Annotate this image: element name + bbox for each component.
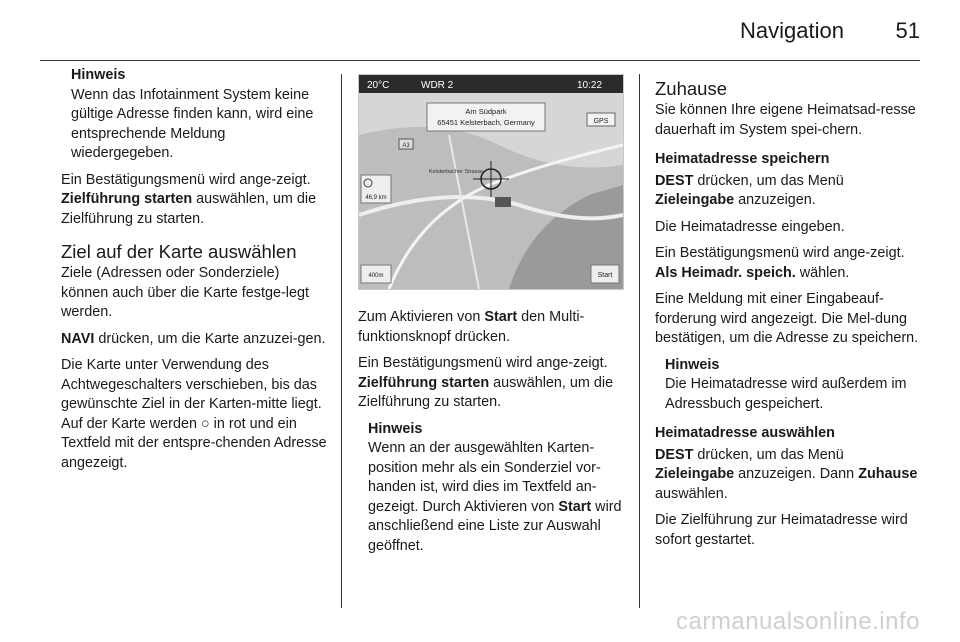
text: auswählen, um die Zielführung zu starten. (61, 191, 317, 227)
road-label: A3 (402, 143, 410, 149)
column-1 (61, 66, 327, 480)
text: drücken, um das Menü (693, 446, 844, 463)
bold-term: NAVI (61, 330, 95, 347)
note-text: Wenn das Infotainment System keine gültige Adresse finden kann, wird eine entsprechende Meldung wiedergegeben. (71, 86, 314, 161)
note-box (358, 420, 626, 557)
map-graphic (359, 75, 623, 289)
paragraph: Die Heimatadresse eingeben. (655, 218, 845, 235)
paragraph (61, 330, 327, 350)
bold-term: DEST (655, 446, 694, 463)
text: anzuzeigen. Dann (734, 466, 859, 482)
text: anzuzeigen. (734, 192, 816, 208)
bold-term: Start (558, 498, 592, 515)
note-box (61, 66, 327, 164)
map-station: WDR 2 (421, 80, 454, 91)
paragraph: Die Karte unter Verwendung des Achtwegeschalters verschieben, bis das gewünschte Ziel in der Karten-mitte liegt. Auf der Karte werden ○ in rot und ein Textfeld mit der entspre-chenden Adresse angezeigt. (61, 357, 327, 471)
text: auswählen, um die Zielführung zu starten. (358, 374, 614, 410)
paragraph (61, 171, 327, 230)
subsection-heading: Heimatadresse auswählen (655, 425, 835, 441)
column-divider-1 (341, 74, 342, 608)
paragraph: Ziele (Adressen oder Sonderziele) können auch über die Karte festge-legt werden. (61, 265, 310, 320)
bold-term: Zieleingabe (655, 192, 735, 208)
map-screenshot (358, 74, 624, 290)
text: den Multi-funktionsknopf drücken. (358, 309, 585, 345)
map-time: 10:22 (577, 80, 603, 91)
text: Zum Aktivieren von (358, 309, 485, 325)
note-title: Hinweis (665, 356, 720, 373)
subsection-heading: Heimatadresse speichern (655, 151, 830, 167)
paragraph (655, 446, 923, 505)
text: Ein Bestätigungsmenü wird ange-zeigt. (655, 245, 905, 261)
page-header (0, 0, 960, 62)
note-title: Hinweis (71, 67, 126, 83)
paragraph: Eine Meldung mit einer Eingabeauf-forderung wird angezeigt. Die Mel-dung bestätigen, um die Adresse zu speichern. (655, 291, 919, 346)
column-3 (655, 60, 923, 557)
text: Ein Bestätigungsmenü wird ange-zeigt. (358, 355, 608, 371)
start-label: Start (597, 272, 613, 279)
paragraph: Sie können Ihre eigene Heimatsad-resse dauerhaft im System spei-chern. (655, 102, 916, 138)
note-title: Hinweis (368, 420, 423, 437)
scale-value: 400m (368, 273, 384, 279)
paragraph: Die Zielführung zur Heimatadresse wird sofort gestartet. (655, 512, 908, 548)
column-2 (358, 66, 626, 563)
bold-term: Als Heimadr. speich. (655, 264, 796, 281)
text: auswählen. (655, 485, 728, 502)
bold-term: Start (484, 309, 518, 325)
note-text: Die Heimatadresse wird außerdem im Adressbuch gespeichert. (665, 376, 907, 412)
note-text: Wenn an der ausgewählten Karten-position mehr als ein Sonderziel vor-handen ist, wird dies im Textfeld an-gezeigt. Durch Aktivieren von (368, 440, 601, 515)
bold-term: Zielführung starten (61, 191, 193, 207)
bold-term: Zieleingabe (655, 466, 735, 482)
text: wählen. (795, 264, 850, 281)
map-temp: 20°C (367, 80, 390, 91)
watermark: carmanualsonline.info (676, 608, 920, 635)
paragraph (655, 172, 923, 211)
section-title: Navigation (740, 18, 844, 43)
column-divider-2 (639, 74, 640, 608)
bold-term: Zuhause (858, 466, 918, 482)
section-heading: Zuhause (655, 78, 727, 99)
text: drücken, um das Menü (693, 172, 844, 189)
section-heading: Ziel auf der Karte auswählen (61, 241, 297, 262)
address-line-2: 65451 Kelsterbach, Germany (437, 118, 535, 127)
note-text: wird anschließend eine Liste zur Auswahl geöffnet. (368, 498, 622, 554)
street-label: Kelsterbacher Strasse (429, 169, 484, 175)
text: drücken, um die Karte anzuzei-gen. (94, 330, 326, 347)
paragraph (358, 308, 626, 347)
page-number: 51 (895, 18, 920, 43)
distance-value: 46,9 km (365, 195, 387, 201)
bold-term: DEST (655, 172, 694, 189)
address-line-1: Am Südpark (465, 107, 507, 116)
paragraph (358, 354, 626, 413)
note-box (655, 356, 923, 415)
gps-label: GPS (593, 118, 609, 125)
text: Ein Bestätigungsmenü wird ange-zeigt. (61, 171, 311, 188)
paragraph (655, 244, 923, 283)
bold-term: Zielführung starten (358, 374, 490, 391)
